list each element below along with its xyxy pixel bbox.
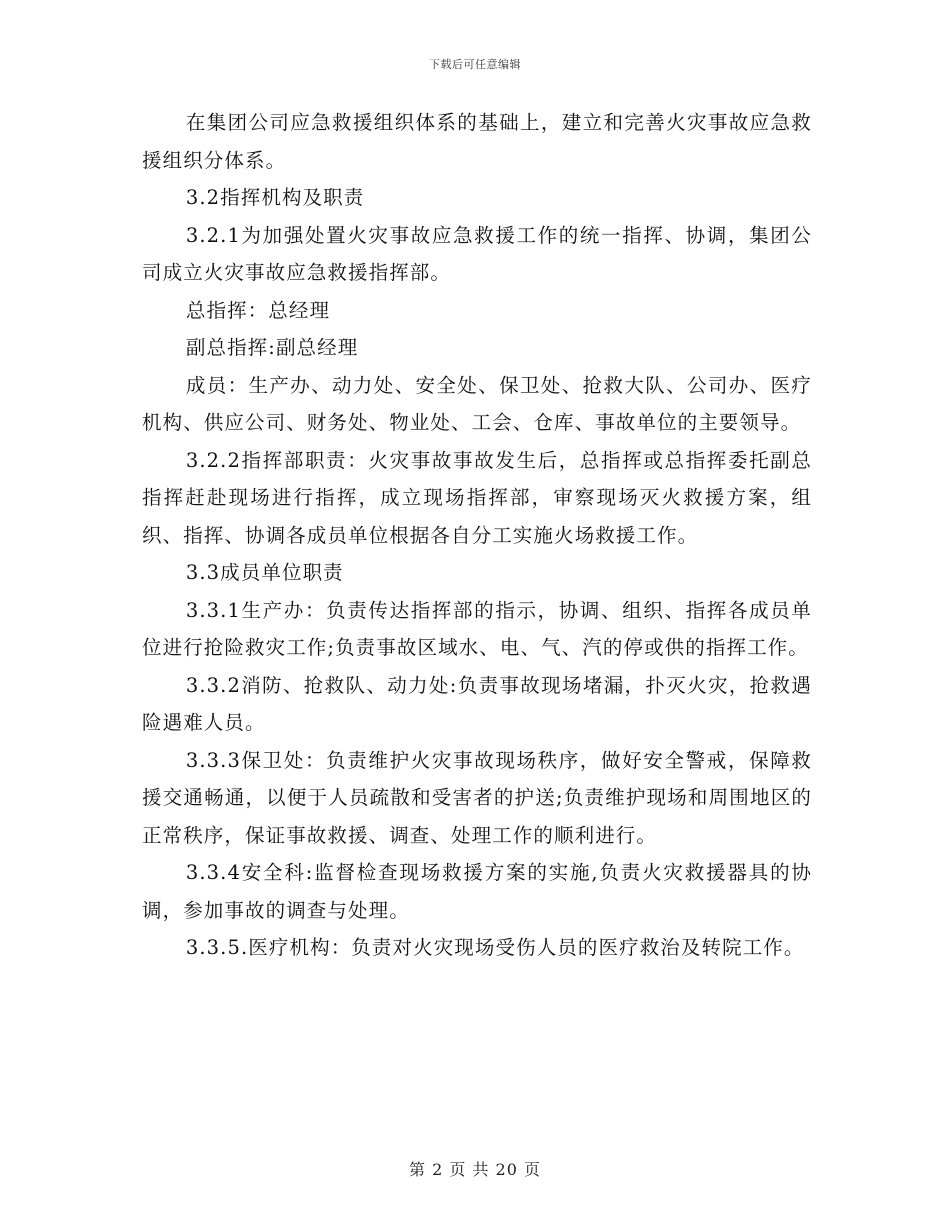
paragraph: 3.3.1生产办：负责传达指挥部的指示，协调、组织、指挥各成员单位进行抢险救灾工作;负责事故区域水、电、气、汽的停或供的指挥工作。 (142, 598, 812, 659)
paragraph: 3.3.3保卫处：负责维护火灾事故现场秩序，做好安全警戒，保障救援交通畅通，以便于人员疏散和受害者的护送;负责维护现场和周围地区的正常秩序，保证事故救援、调查、处理工作的顺利进行。 (142, 748, 812, 847)
paragraph: 在集团公司应急救援组织体系的基础上，建立和完善火灾事故应急救援组织分体系。 (142, 111, 812, 172)
paragraph: 总指挥：总经理 (185, 298, 331, 322)
page-footer (0, 1157, 950, 1180)
paragraph: 3.2.1为加强处置火灾事故应急救援工作的统一指挥、协调，集团公司成立火灾事故应急救援指挥部。 (142, 223, 812, 284)
paragraph: 3.3.5.医疗机构：负责对火灾现场受伤人员的医疗救治及转院工作。 (185, 936, 805, 959)
section-heading: 3.3成员单位职责 (185, 561, 344, 584)
section-heading: 3.2指挥机构及职责 (185, 186, 365, 209)
paragraph: 3.3.2消防、抢救队、动力处:负责事故现场堵漏，扑灭火灾，抢救遇险遇难人员。 (142, 673, 812, 734)
paragraph: 3.3.4安全科:监督检查现场救援方案的实施,负责火灾救援器具的协调，参加事故的调查与处理。 (142, 861, 812, 922)
page-header: 下载后可任意编辑 (429, 58, 521, 71)
document-body (142, 104, 812, 967)
paragraph: 副总指挥:副总经理 (185, 336, 359, 359)
paragraph: 3.2.2指挥部职责：火灾事故事故发生后，总指挥或总指挥委托副总指挥赶赴现场进行指挥，成立现场指挥部，审察现场灭火救援方案，组织、指挥、协调各成员单位根据各自分工实施火场救援工作。 (142, 448, 812, 547)
page-number-text: 第 2 页 共 20 页 (409, 1160, 541, 1179)
paragraph: 成员：生产办、动力处、安全处、保卫处、抢救大队、公司办、医疗机构、供应公司、财务处、物业处、工会、仓库、事故单位的主要领导。 (142, 373, 812, 434)
